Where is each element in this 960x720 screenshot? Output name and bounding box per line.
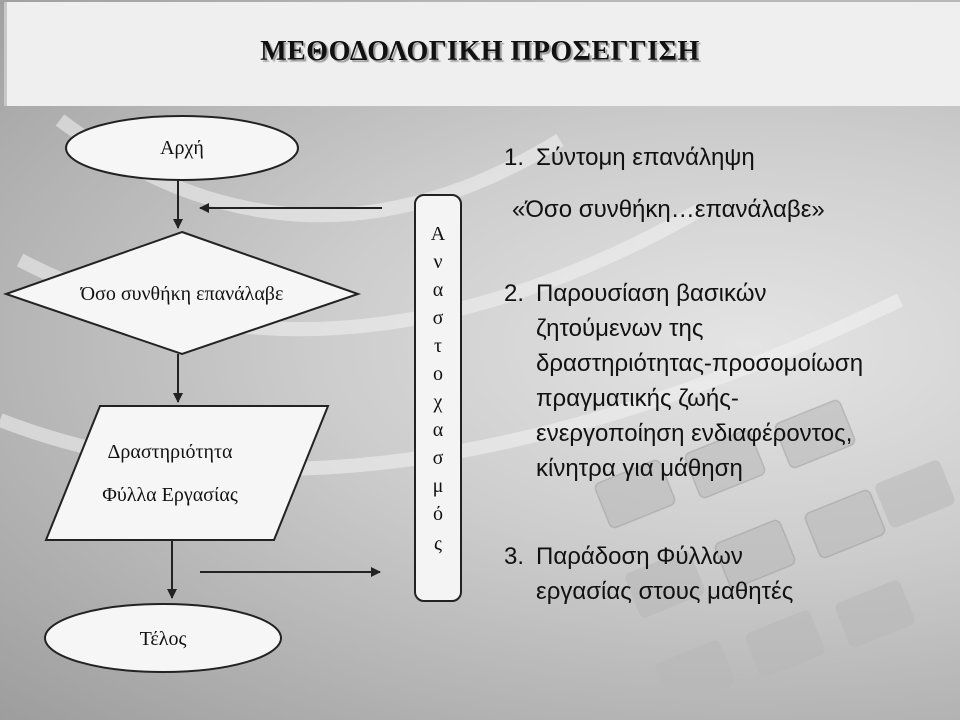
process-label-line1: Δραστηριότητα	[107, 441, 233, 463]
slide-title: ΜΕΘΟΔΟΛΟΓΙΚΗ ΠΡΟΣΕΓΓΙΣΗ	[260, 36, 700, 67]
item1-quote: «Όσο συνθήκη…επανάλαβε»	[512, 196, 825, 223]
end-label: Τέλος	[139, 628, 187, 650]
reflection-letter: Α	[430, 223, 446, 245]
item2-line: Παρουσίαση βασικών	[536, 280, 767, 307]
reflection-letter: σ	[432, 447, 444, 469]
reflection-letter: α	[432, 279, 444, 301]
item2-line: ζητούμενων της	[536, 315, 704, 342]
reflection-letter: α	[432, 419, 444, 441]
item3-line: εργασίας στους μαθητές	[536, 578, 794, 605]
reflection-letter: ο	[433, 363, 443, 385]
item2-line: πραγματικής ζωής-	[536, 385, 739, 412]
reflection-letter: ν	[433, 251, 443, 273]
reflection-letter: ς	[434, 533, 442, 555]
reflection-letter: ό	[433, 503, 443, 525]
reflection-letter: σ	[432, 307, 444, 329]
process-node	[46, 406, 328, 540]
item1-number: 1.	[504, 144, 525, 171]
item2-number: 2.	[504, 280, 525, 307]
reflection-letter: τ	[433, 335, 443, 357]
item2-line: ενεργοποίηση ενδιαφέροντος,	[536, 420, 853, 447]
item3-line: Παράδοση Φύλλων	[536, 543, 743, 570]
start-label: Αρχή	[160, 137, 204, 159]
reflection-letter: χ	[433, 391, 443, 413]
decision-label: Όσο συνθήκη επανάλαβε	[80, 283, 284, 305]
item1-text: Σύντομη επανάληψη	[536, 144, 755, 171]
item3-number: 3.	[504, 543, 525, 570]
item2-line: δραστηριότητας-προσομοίωση	[536, 350, 864, 377]
reflection-letter: μ	[432, 475, 444, 497]
item2-line: κίνητρα για μάθηση	[536, 455, 743, 482]
process-label-line2: Φύλλα Εργασίας	[102, 484, 238, 506]
